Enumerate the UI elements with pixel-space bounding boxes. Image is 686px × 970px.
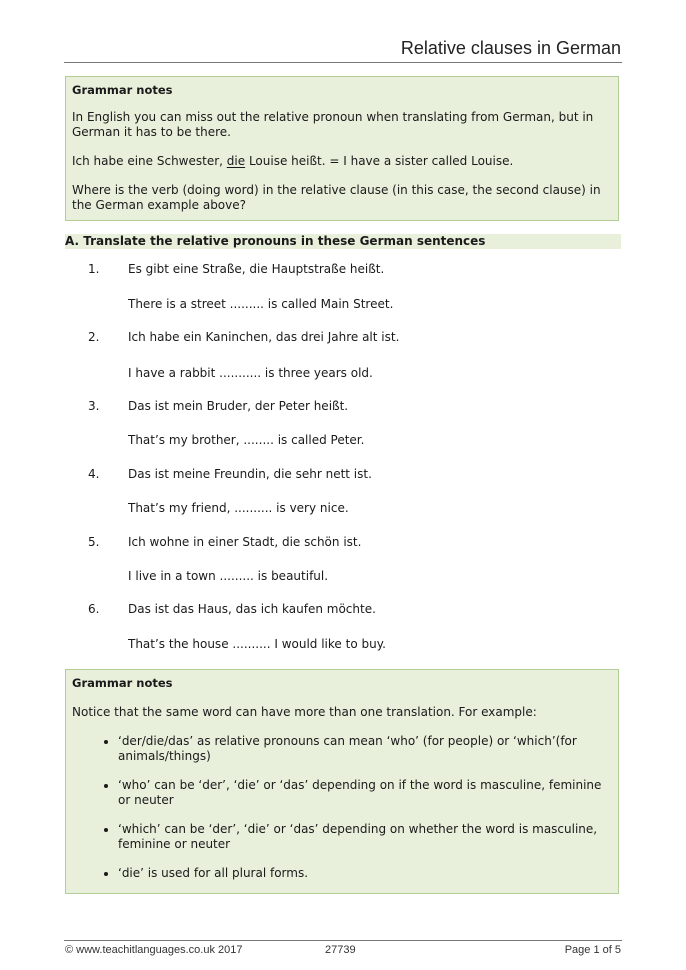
bullet-item: • ‘der/die/das’ as relative pronouns can mean ‘who’ (for people) or ‘which’(for animals/things) — [118, 734, 612, 764]
underlined-pronoun: die — [226, 154, 246, 168]
english-translation: That’s the house .......... I would like to buy. — [128, 637, 386, 651]
english-translation: I have a rabbit ........... is three years old. — [128, 366, 373, 380]
bullet-item: • ‘which’ can be ‘der’, ‘die’ or ‘das’ depending on whether the word is masculine, feminine or neuter — [118, 822, 612, 852]
german-sentence — [88, 262, 384, 276]
german-text: Das ist das Haus, das ich kaufen möchte. — [128, 602, 376, 616]
bullet-list — [72, 734, 612, 881]
bullet-item: • ‘die’ is used for all plural forms. — [118, 866, 612, 881]
english-translation: There is a street ......... is called Main Street. — [128, 297, 394, 311]
footer-code: 27739 — [325, 944, 356, 956]
german-sentence — [88, 399, 348, 413]
example-sentence — [72, 154, 612, 169]
header-divider — [64, 62, 622, 63]
item-number: 2. — [88, 330, 100, 344]
english-translation: That’s my brother, ........ is called Peter. — [128, 433, 365, 447]
note-intro: Notice that the same word can have more than one translation. For example: — [72, 705, 537, 719]
german-text: Es gibt eine Straße, die Hauptstraße heißt. — [128, 262, 385, 276]
grammar-notes-box-1 — [65, 76, 619, 221]
bullet-item: • ‘who’ can be ‘der’, ‘die’ or ‘das’ depending on if the word is masculine, feminine or neuter — [118, 778, 612, 808]
footer-copyright: © www.teachitlanguages.co.uk 2017 — [65, 944, 243, 956]
german-sentence — [88, 602, 376, 616]
item-number: 3. — [88, 399, 100, 413]
grammar-notes-heading: Grammar notes — [72, 676, 173, 690]
example-text: Louise heißt. = I have a sister called Louise. — [245, 154, 514, 168]
page-title: Relative clauses in German — [400, 38, 621, 58]
item-number: 4. — [88, 467, 100, 481]
german-text: Das ist mein Bruder, der Peter heißt. — [128, 399, 349, 413]
german-sentence — [88, 330, 399, 344]
grammar-notes-box-2 — [65, 669, 619, 894]
english-translation: I live in a town ......... is beautiful. — [128, 569, 329, 583]
section-a-heading: A. Translate the relative pronouns in these German sentences — [65, 234, 621, 249]
english-translation: That’s my friend, .......... is very nice. — [128, 501, 349, 515]
example-text: Ich habe eine Schwester, — [72, 154, 227, 168]
german-text: Ich wohne in einer Stadt, die schön ist. — [128, 535, 362, 549]
german-text: Das ist meine Freundin, die sehr nett ist. — [128, 467, 372, 481]
german-text: Ich habe ein Kaninchen, das drei Jahre alt ist. — [128, 330, 400, 344]
item-number: 6. — [88, 602, 100, 616]
footer-divider — [64, 940, 622, 941]
item-number: 1. — [88, 262, 100, 276]
question-paragraph: Where is the verb (doing word) in the relative clause (in this case, the second clause) in the German example above? — [72, 183, 601, 212]
note-paragraph: In English you can miss out the relative pronoun when translating from German, but in German it has to be there. — [72, 110, 594, 139]
grammar-notes-heading: Grammar notes — [72, 83, 173, 97]
item-number: 5. — [88, 535, 100, 549]
footer-page: Page 1 of 5 — [564, 944, 621, 956]
german-sentence — [88, 535, 361, 549]
german-sentence — [88, 467, 372, 481]
